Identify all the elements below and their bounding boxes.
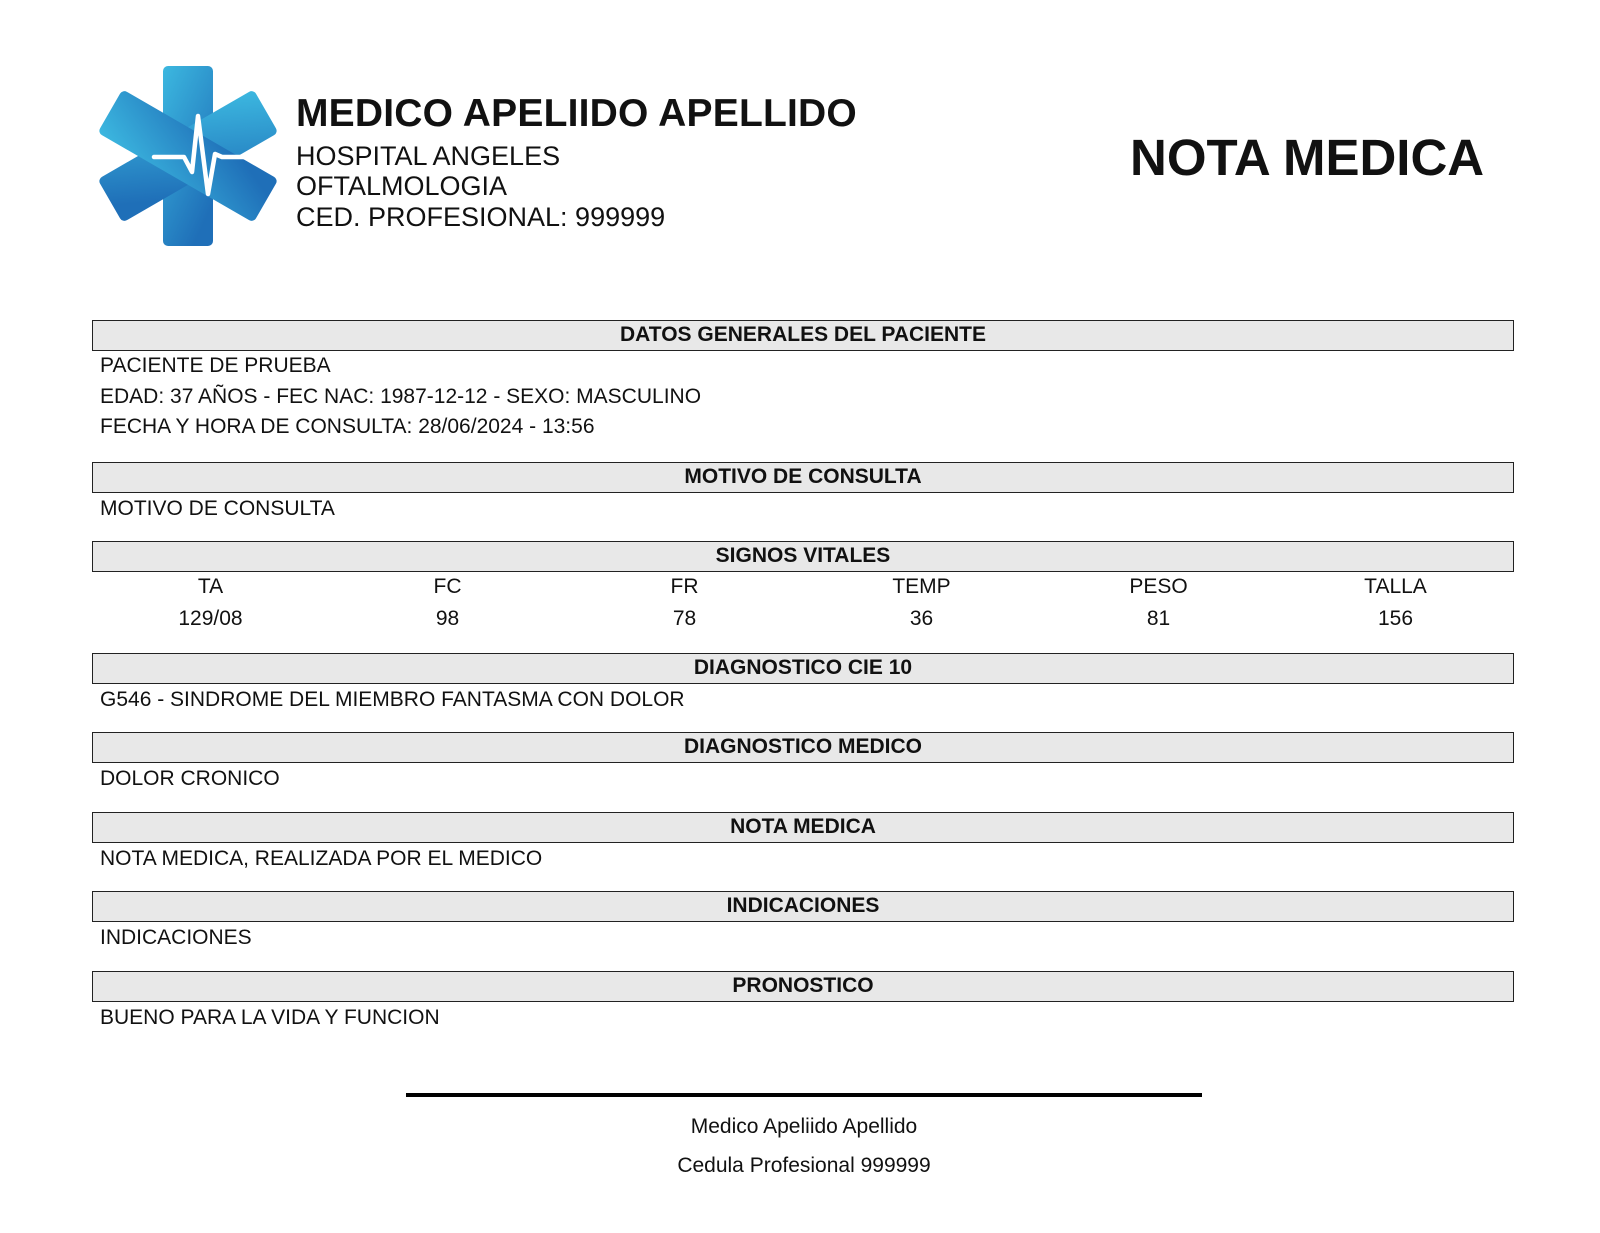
signature-cedula: Cedula Profesional 999999 — [677, 1154, 931, 1177]
section-header-pronostico: PRONOSTICO — [92, 971, 1514, 1002]
section-header-cie10: DIAGNOSTICO CIE 10 — [92, 653, 1514, 684]
patient-demographics: EDAD: 37 AÑOS - FEC NAC: 1987-12-12 - SEXO: MASCULINO — [100, 385, 702, 408]
vital-value-fr: 78 — [672, 607, 697, 630]
vital-value-temp: 36 — [909, 607, 934, 630]
document-title: NOTA MEDICA — [1130, 129, 1485, 186]
vital-label-talla: TALLA — [1364, 575, 1427, 598]
doctor-name: MEDICO APELIIDO APELLIDO — [296, 92, 857, 135]
section-header-motivo: MOTIVO DE CONSULTA — [92, 462, 1514, 493]
vitals-labels-row — [92, 574, 1514, 600]
vital-label-peso: PESO — [1129, 575, 1188, 598]
section-header-patient: DATOS GENERALES DEL PACIENTE — [92, 320, 1514, 351]
vitals-values-row — [92, 606, 1514, 632]
specialty: OFTALMOLOGIA — [296, 171, 508, 201]
vital-value-talla: 156 — [1377, 607, 1414, 630]
vital-value-peso: 81 — [1146, 607, 1171, 630]
vital-label-fr: FR — [670, 575, 699, 598]
vital-label-ta: TA — [197, 575, 224, 598]
signature-line — [406, 1093, 1202, 1097]
star-of-life-heartbeat-icon — [98, 66, 278, 246]
vital-label-fc: FC — [433, 575, 462, 598]
vital-label-temp: TEMP — [892, 575, 951, 598]
nota-text: NOTA MEDICA, REALIZADA POR EL MEDICO — [100, 847, 543, 870]
hospital-name: HOSPITAL ANGELES — [296, 141, 561, 171]
section-header-indicaciones: INDICACIONES — [92, 891, 1514, 922]
section-header-vitals: SIGNOS VITALES — [92, 541, 1514, 572]
indicaciones-text: INDICACIONES — [100, 926, 252, 949]
vital-value-ta: 129/08 — [178, 607, 243, 630]
cie10-text: G546 - SINDROME DEL MIEMBRO FANTASMA CON DOLOR — [100, 688, 685, 711]
consultation-datetime: FECHA Y HORA DE CONSULTA: 28/06/2024 - 13:56 — [100, 415, 595, 438]
signature-name: Medico Apeliido Apellido — [690, 1115, 918, 1138]
professional-id: CED. PROFESIONAL: 999999 — [296, 202, 666, 232]
section-header-nota: NOTA MEDICA — [92, 812, 1514, 843]
section-header-diagnostico: DIAGNOSTICO MEDICO — [92, 732, 1514, 763]
pronostico-text: BUENO PARA LA VIDA Y FUNCION — [100, 1006, 440, 1029]
diagnostico-text: DOLOR CRONICO — [100, 767, 280, 790]
motivo-text: MOTIVO DE CONSULTA — [100, 497, 335, 520]
vital-value-fc: 98 — [435, 607, 460, 630]
patient-name: PACIENTE DE PRUEBA — [100, 354, 331, 377]
